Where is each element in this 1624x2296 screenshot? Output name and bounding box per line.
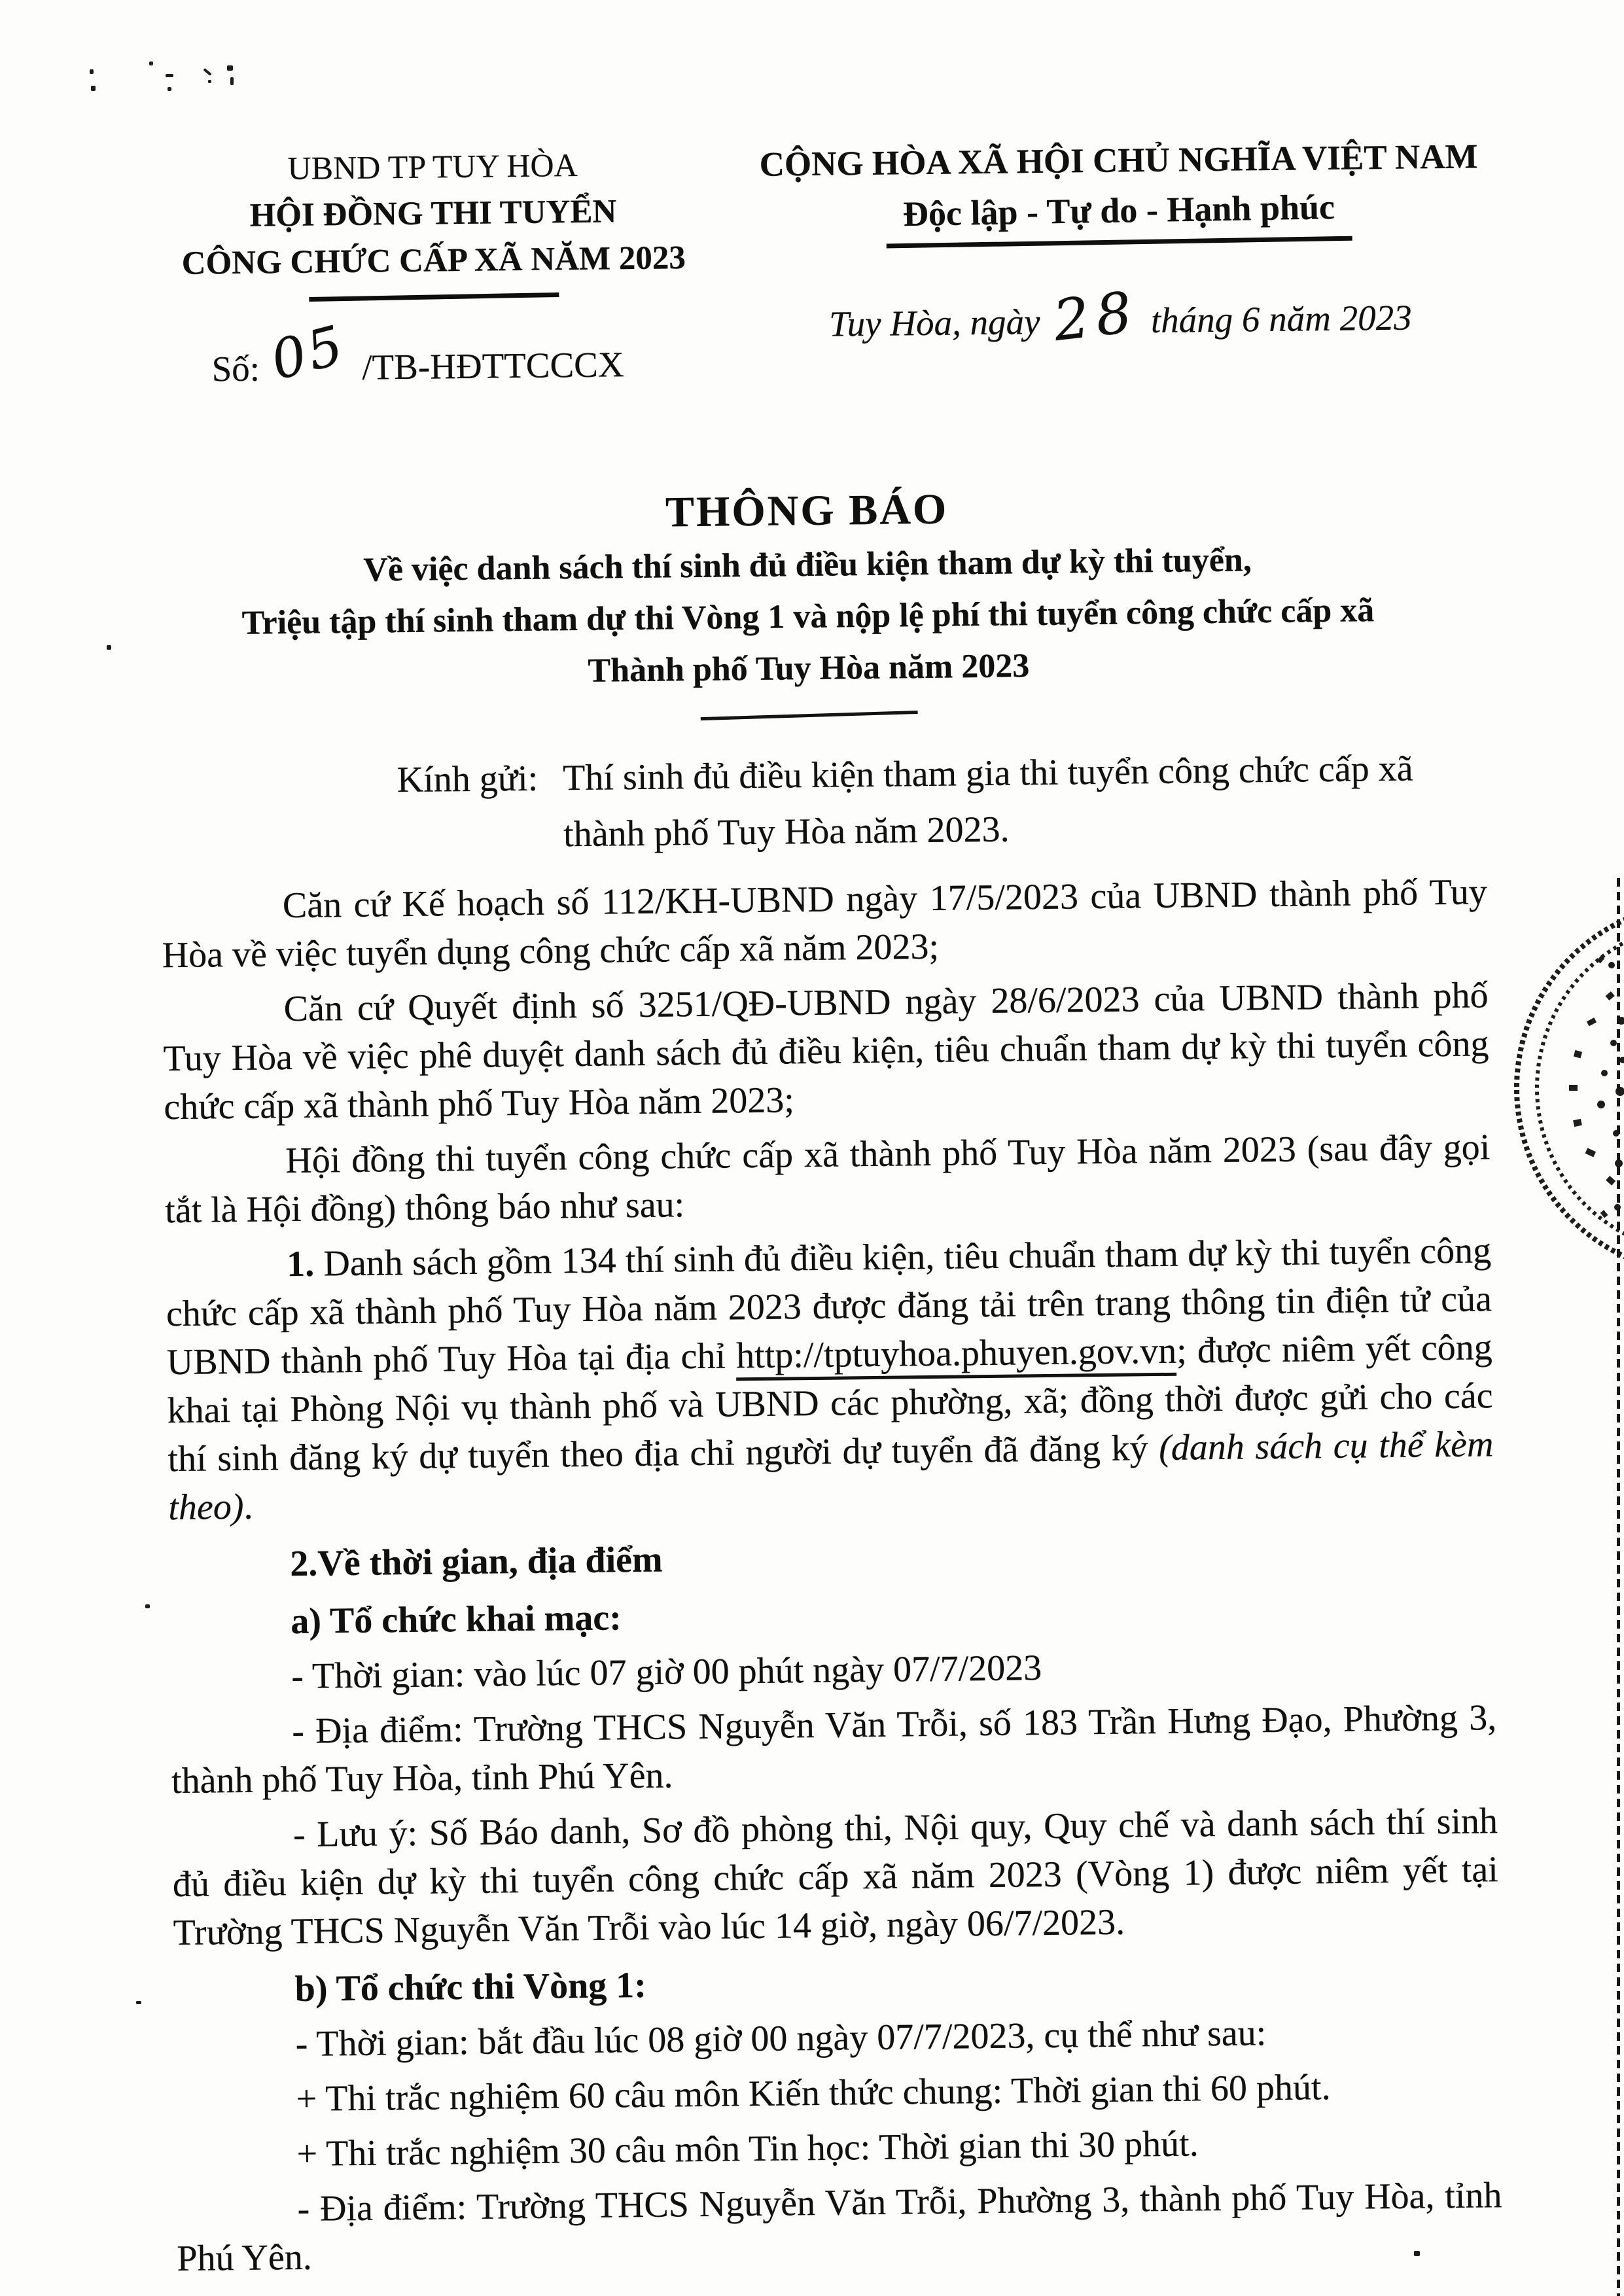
document-title: THÔNG BÁO — [665, 485, 949, 537]
opening-time-line: - Thời gian: vào lúc 07 giờ 00 phút ngày 07/7/2023 — [291, 1648, 1042, 1697]
agency-line2: HỘI ĐỒNG THI TUYỂN — [249, 193, 617, 234]
section-2b-heading: b) Tổ chức thi Vòng 1: — [294, 1964, 647, 2010]
salutation-text — [563, 741, 1414, 863]
scan-speck — [90, 69, 94, 74]
salutation-label: Kính gửi: — [397, 758, 538, 801]
agency-underline — [309, 292, 559, 302]
national-motto-block — [720, 131, 1519, 389]
title-block — [0, 474, 1621, 726]
salutation-line2: thành phố Tuy Hòa năm 2023. — [563, 809, 1010, 855]
page-edge-dash-line — [1617, 878, 1620, 2296]
scan-speck — [208, 80, 211, 83]
note-line: - Lưu ý: Số Báo danh, Sơ đồ phòng thi, Nội quy, Quy chế và danh sách thí sinh đủ điều kiện dự kỳ thi tuyển công chức cấp xã năm 2023 (Vòng 1) được niêm yết tại Trường THCS Nguyễn Văn Trỗi vào lúc 14 giờ, ngày 06/7/2023. — [172, 1801, 1499, 1954]
motto-line: Độc lập - Tự do - Hạnh phúc — [886, 185, 1352, 249]
document-number-handwritten: 05 — [265, 313, 352, 393]
paragraph-basis-2: Căn cứ Quyết định số 3251/QĐ-UBND ngày 28/6/2023 của UBND thành phố Tuy Hòa về việc phê duyệt danh sách đủ điều kiện, tiêu chuẩn tham dự kỳ thi tuyển công chức cấp xã thành phố Tuy Hòa năm 2023; — [163, 975, 1489, 1128]
title-subline-1: Về việc danh sách thí sinh đủ điều kiện tham dự kỳ thi tuyển, — [363, 541, 1252, 589]
stamp-seal-icon — [1496, 895, 1624, 1275]
date-day-handwritten: 28 — [1050, 279, 1142, 355]
paragraph-item-1 — [166, 1226, 1494, 1532]
document-number-suffix: /TB-HĐTTCCCX — [361, 344, 624, 387]
title-subline-2: Triệu tập thí sinh tham dự thi Vòng 1 và nộp lệ phí thi tuyển công chức cấp xã — [241, 592, 1375, 642]
paragraph-announce: Hội đồng thi tuyển công chức cấp xã thành phố Tuy Hòa năm 2023 (sau đây gọi tắt là Hội đồng) thông báo như sau: — [164, 1127, 1491, 1231]
document-body — [162, 868, 1503, 2283]
title-underline — [701, 711, 918, 720]
agency-line3: CÔNG CHỨC CẤP XÃ NĂM 2023 — [181, 239, 686, 282]
salutation-block — [397, 739, 1487, 864]
document-number-line — [130, 313, 706, 395]
item-1-number: 1. — [286, 1243, 315, 1285]
website-url-text: http://tptuyhoa.phuyen.gov.vn — [736, 1331, 1177, 1381]
scan-speck — [168, 87, 171, 91]
round1-test2-line: + Thi trắc nghiệm 30 câu môn Tin học: Thời gian thi 30 phút. — [296, 2123, 1199, 2175]
round1-time-line: - Thời gian: bắt đầu lúc 08 giờ 00 ngày 07/7/2023, cụ thể như sau: — [295, 2013, 1267, 2065]
date-suffix: tháng 6 năm 2023 — [1150, 297, 1412, 341]
item-1-text-a: Danh sách gồm 134 thí sinh đủ điều kiện, tiêu chuẩn tham dự kỳ thi tuyển công chức cấp xã thành phố Tuy Hòa năm 2023 được đăng tải trên trang thông tin điện tử của UBND thành phố Tuy Hòa tại địa chỉ — [166, 1230, 1492, 1383]
section-2a-heading: a) Tổ chức khai mạc: — [290, 1597, 622, 1642]
salutation-line1: Thí sinh đủ điều kiện tham gia thi tuyển công chức cấp xã — [562, 748, 1413, 799]
paragraph-basis-1: Căn cứ Kế hoạch số 112/KH-UBND ngày 17/5/2023 của UBND thành phố Tuy Hòa về việc tuyển dụng công chức cấp xã năm 2023; — [162, 872, 1488, 976]
title-subline-3: Thành phố Tuy Hòa năm 2023 — [588, 647, 1030, 690]
scan-speck — [136, 2001, 141, 2004]
document-number-label: Số: — [211, 348, 260, 389]
item-1-period: . — [243, 1486, 253, 1527]
scan-speck — [1414, 2251, 1420, 2256]
item-1-attachment-note: (danh sách cụ thể kèm theo) — [168, 1424, 1494, 1528]
scan-speck — [166, 74, 173, 77]
place-date-line — [722, 277, 1519, 355]
scan-speck — [149, 62, 153, 65]
text-column — [0, 738, 1624, 2285]
opening-place-line: - Địa điểm: Trường THCS Nguyễn Văn Trỗi, số 183 Trần Hưng Đạo, Phường 3, thành phố Tuy Hòa, tỉnh Phú Yên. — [171, 1697, 1497, 1802]
scan-speck — [145, 1604, 150, 1608]
scan-speck — [91, 86, 96, 91]
scan-speck — [107, 645, 111, 650]
agency-line1: UBND TP TUY HÒA — [287, 146, 578, 187]
republic-line: CỘNG HÒA XÃ HỘI CHỦ NGHĨA VIỆT NAM — [759, 137, 1478, 184]
scan-speck — [230, 77, 234, 85]
date-prefix: Tuy Hòa, ngày — [828, 301, 1040, 344]
round1-place-line: - Địa điểm: Trường THCS Nguyễn Văn Trỗi, Phường 3, thành phố Tuy Hòa, tỉnh Phú Yên. — [177, 2175, 1502, 2280]
scan-speck — [227, 65, 233, 71]
section-2-heading: 2.Về thời gian, địa điểm — [289, 1539, 663, 1585]
round1-test1-line: + Thi trắc nghiệm 60 câu môn Kiến thức chung: Thời gian thi 60 phút. — [296, 2067, 1331, 2120]
item-1-text-b: ; được niêm yết công khai tại Phòng Nội vụ thành phố và UBND các phường, xã; đồng thời được gửi cho các thí sinh đăng ký dự tuyển theo địa chỉ người dự tuyển đã đăng ký — [167, 1327, 1493, 1480]
issuing-agency-block — [145, 140, 723, 395]
document-header — [0, 0, 1617, 397]
